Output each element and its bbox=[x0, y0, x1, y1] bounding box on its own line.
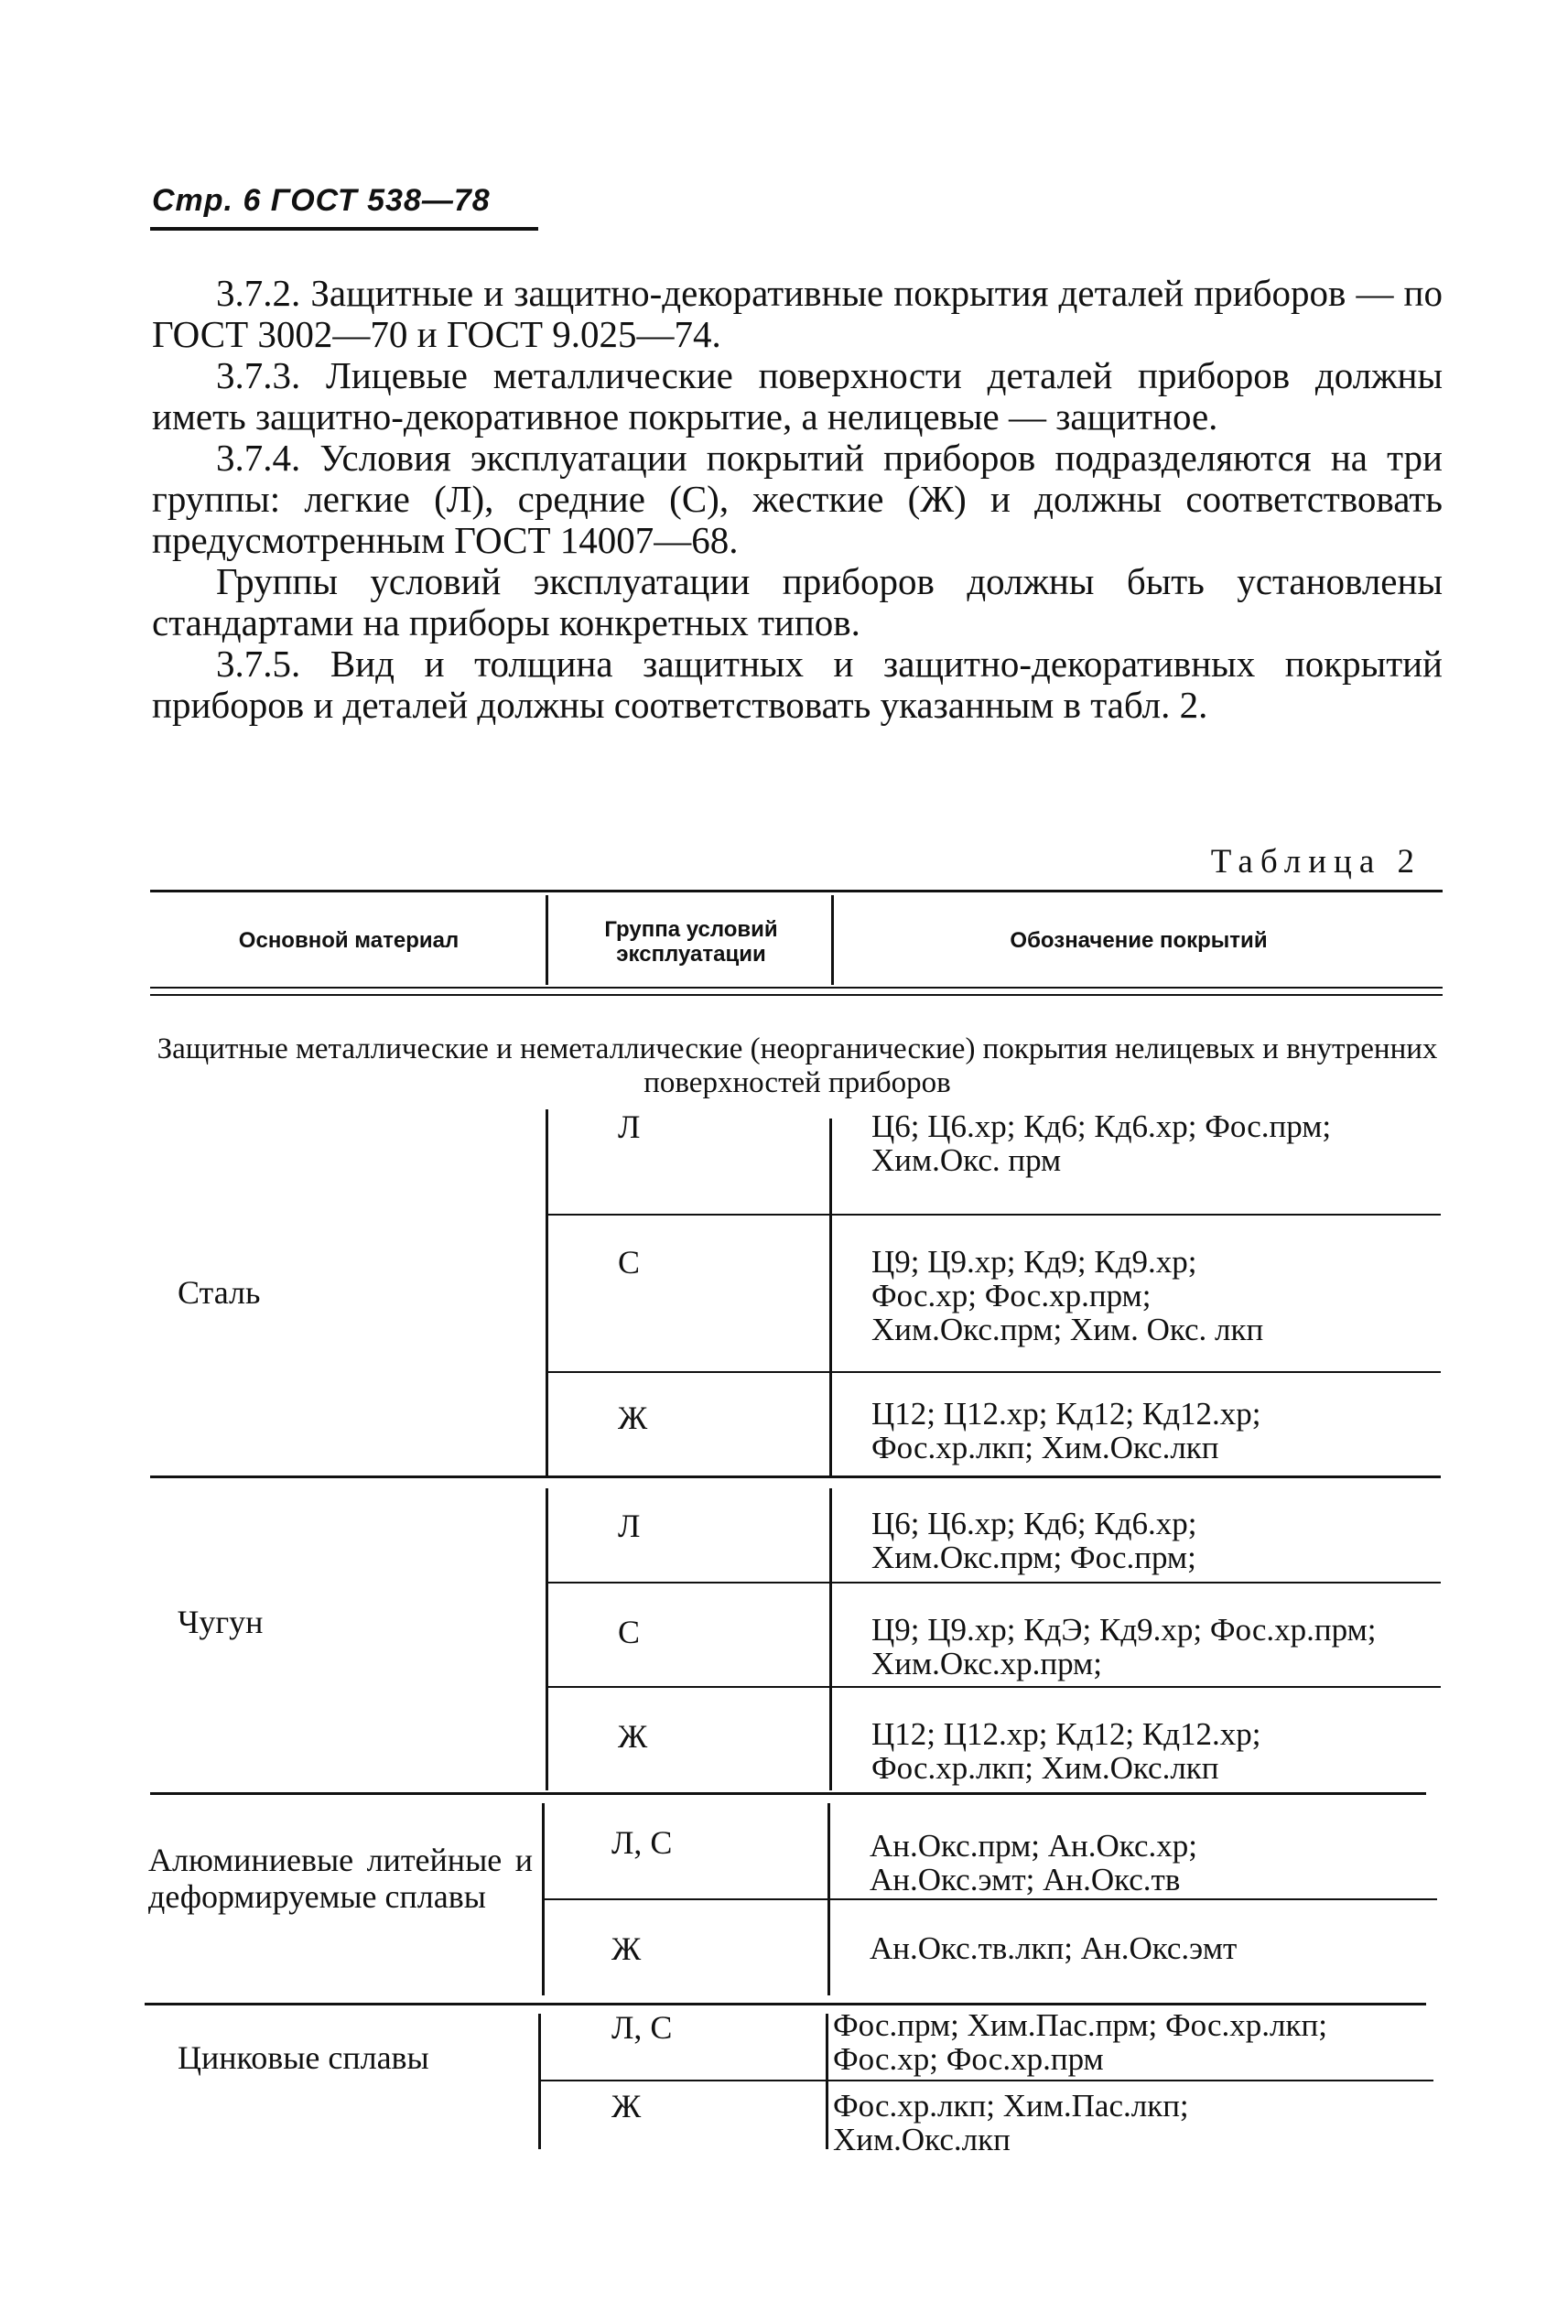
header-col-divider-2 bbox=[831, 895, 834, 985]
iron-group-divider bbox=[546, 1488, 548, 1790]
material-cast-iron: Чугун bbox=[178, 1604, 264, 1640]
paragraph-groups: Группы условий эксплуатации приборов должны быть установлены стандартами на приборы конкретных типов. bbox=[152, 560, 1443, 643]
coating-aluminium-zh: Ан.Окс.тв.лкп; Ан.Окс.эмт bbox=[870, 1930, 1238, 1966]
paragraph-3-7-4: 3.7.4. Условия эксплуатации покрытий приборов подразделяются на три группы: легкие (Л), средние (С), жесткие (Ж) и должны соответствовать предусмотренным ГОСТ 14007—68. bbox=[152, 437, 1443, 561]
group-zinc-zh: Ж bbox=[611, 2088, 642, 2124]
iron-coating-divider bbox=[829, 1488, 832, 1790]
steel-row-rule-1 bbox=[547, 1214, 1441, 1216]
coating-steel-s: Ц9; Ц9.хр; Кд9; Кд9.хр; Фос.хр; Фос.хр.прм; Хим.Окс.прм; Хим. Окс. лкп bbox=[871, 1244, 1264, 1347]
group-aluminium-zh: Ж bbox=[611, 1930, 642, 1967]
iron-row-rule-1 bbox=[547, 1582, 1441, 1584]
header-col-divider-1 bbox=[546, 895, 548, 985]
steel-material-rule bbox=[150, 1475, 1441, 1478]
group-steel-zh: Ж bbox=[618, 1400, 648, 1436]
material-zinc-alloys: Цинковые сплавы bbox=[178, 2039, 429, 2076]
iron-row-rule-2 bbox=[547, 1686, 1441, 1688]
coating-iron-s: Ц9; Ц9.хр; КдЭ; Кд9.хр; Фос.хр.прм; Хим.Окс.хр.прм; bbox=[871, 1612, 1377, 1681]
group-steel-s: С bbox=[618, 1244, 641, 1281]
section-title: Защитные металлические и неметаллические (неорганические) покрытия нелицевых и внутренних поверхностей приборов bbox=[157, 1032, 1438, 1099]
table-header-double-rule-2 bbox=[150, 994, 1443, 996]
column-header-material: Основной материал bbox=[238, 928, 460, 953]
coating-zinc-zh: Фос.хр.лкп; Хим.Пас.лкп; Хим.Окс.лкп bbox=[833, 2088, 1189, 2157]
column-header-group: Группа условий эксплуатации bbox=[604, 917, 778, 967]
page-header: Стр. 6 ГОСТ 538—78 bbox=[152, 183, 491, 218]
group-aluminium-ls: Л, С bbox=[611, 1824, 673, 1861]
coating-zinc-ls: Фос.прм; Хим.Пас.прм; Фос.хр.лкп; Фос.хр; Фос.хр.прм bbox=[833, 2007, 1327, 2077]
material-aluminium-alloys: Алюминиевые литейные и деформируемые сплавы bbox=[148, 1842, 533, 1915]
body-text bbox=[152, 273, 1443, 726]
steel-row-rule-2 bbox=[547, 1371, 1441, 1373]
group-steel-l: Л bbox=[618, 1108, 641, 1145]
zinc-row-rule bbox=[540, 2080, 1433, 2081]
paragraph-3-7-2: 3.7.2. Защитные и защитно-декоративные покрытия деталей приборов — по ГОСТ 3002—70 и ГОСТ 9.025—74. bbox=[152, 272, 1443, 355]
coating-iron-zh: Ц12; Ц12.хр; Кд12; Кд12.хр; Фос.хр.лкп; Хим.Окс.лкп bbox=[871, 1716, 1261, 1786]
group-iron-s: С bbox=[618, 1614, 641, 1650]
table-top-rule bbox=[150, 890, 1443, 892]
aluminium-material-rule bbox=[145, 2003, 1426, 2005]
steel-group-divider bbox=[546, 1109, 548, 1475]
material-steel: Сталь bbox=[178, 1274, 261, 1311]
group-iron-l: Л bbox=[618, 1508, 641, 1544]
table-header-double-rule-1 bbox=[150, 987, 1443, 989]
coating-steel-l: Ц6; Ц6.хр; Кд6; Кд6.хр; Фос.прм; Хим.Окс. прм bbox=[871, 1108, 1332, 1178]
aluminium-row-rule bbox=[544, 1898, 1437, 1900]
zinc-group-divider bbox=[538, 2014, 541, 2149]
steel-coating-divider bbox=[829, 1119, 832, 1475]
group-zinc-ls: Л, С bbox=[611, 2009, 673, 2046]
coating-aluminium-ls: Ан.Окс.прм; Ан.Окс.хр; Ан.Окс.эмт; Ан.Окс.тв bbox=[870, 1828, 1197, 1897]
paragraph-3-7-5: 3.7.5. Вид и толщина защитных и защитно-декоративных покрытий приборов и деталей должны соответствовать указанным в табл. 2. bbox=[152, 643, 1443, 726]
coating-steel-zh: Ц12; Ц12.хр; Кд12; Кд12.хр; Фос.хр.лкп; Хим.Окс.лкп bbox=[871, 1396, 1261, 1465]
group-iron-zh: Ж bbox=[618, 1718, 648, 1755]
zinc-coating-divider bbox=[826, 2014, 828, 2149]
header-rule bbox=[150, 227, 538, 231]
table-caption: Таблица 2 bbox=[1210, 843, 1422, 881]
paragraph-3-7-3: 3.7.3. Лицевые металлические поверхности деталей приборов должны иметь защитно-декоративное покрытие, а нелицевые — защитное. bbox=[152, 354, 1443, 438]
iron-material-rule bbox=[150, 1792, 1426, 1795]
coating-iron-l: Ц6; Ц6.хр; Кд6; Кд6.хр; Хим.Окс.прм; Фос.прм; bbox=[871, 1506, 1197, 1575]
column-header-coating: Обозначение покрытий bbox=[1010, 928, 1268, 953]
